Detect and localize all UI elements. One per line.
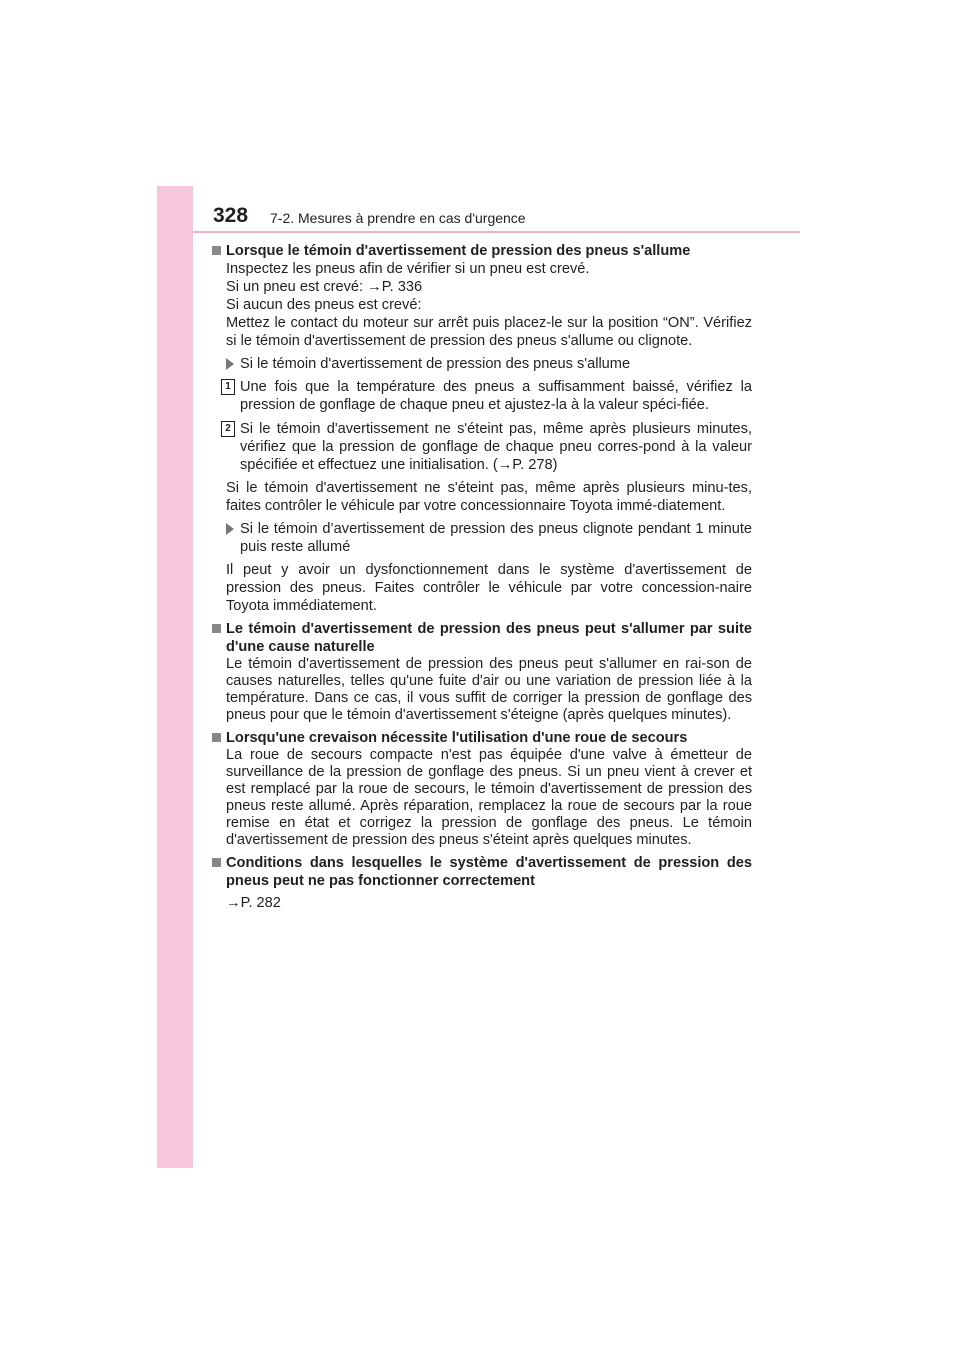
paragraph: La roue de secours compacte n'est pas équipée d'une valve à émetteur de surveillance de la pression de gonflage des pneus. Si un pneu vient à crever et est remplacé par la roue de secours, le témoin d'avertissement de pression des pneus reste allumé. Après réparation, remplacez la roue de secours par la roue remise en état et corrigez la pression de gonflage des pneus. Le témoin d'avertissement de pression des pneus s'éteint après quelques minutes.: [226, 747, 752, 848]
step-item: 1 Une fois que la température des pneus a suffisamment baissé, vérifiez la pression de gonflage de chaque pneu et ajustez-la à la valeur spéci-fiée.: [212, 378, 752, 414]
square-bullet-icon: [212, 624, 221, 633]
page-content: [212, 242, 752, 912]
chapter-sidebar-tab: [157, 186, 193, 1168]
square-bullet-icon: [212, 733, 221, 742]
step-item: 2 Si le témoin d'avertissement ne s'éteint pas, même après plusieurs minutes, vérifiez que la pression de gonflage de chaque pneu corres-pond à la valeur spécifiée et effectuez une initialisation. (→P. 278): [212, 420, 752, 474]
triangle-bullet-icon: [226, 523, 234, 535]
paragraph: Si aucun des pneus est crevé:: [226, 297, 422, 313]
step-number-badge: 1: [221, 379, 235, 395]
square-bullet-icon: [212, 858, 221, 867]
paragraph: Le témoin d'avertissement de pression des pneus peut s'allumer en rai-son de causes naturelles, telles qu'une fuite d'air ou une variation de pression liée à la température. Dans ce cas, il vous suffit de corriger la pression de gonflage des pneus pour que le témoin d'avertissement s'éteigne (après quelques minutes).: [226, 656, 752, 723]
section-heading: Lorsque le témoin d'avertissement de pression des pneus s'allume: [212, 242, 752, 260]
header-divider: [193, 231, 800, 233]
paragraph: Mettez le contact du moteur sur arrêt puis placez-le sur la position “ON”. Vérifiez si le témoin d'avertissement de pression des pneus s'allume ou clignote.: [226, 315, 752, 349]
page-number: 328: [213, 204, 249, 227]
section-heading: Conditions dans lesquelles le système d'avertissement de pression des pneus peut ne pas fonctionner correctement: [212, 854, 752, 890]
paragraph: Si le témoin d'avertissement ne s'éteint pas, même après plusieurs minu-tes, faites contrôler le véhicule par votre concessionnaire Toyota immé-diatement.: [226, 480, 752, 514]
sub-heading: Si le témoin d'avertissement de pression des pneus s'allume: [212, 355, 752, 373]
section-heading: Lorsqu'une crevaison nécessite l'utilisation d'une roue de secours: [212, 729, 752, 747]
paragraph: Inspectez les pneus afin de vérifier si un pneu est crevé.: [226, 261, 590, 277]
square-bullet-icon: [212, 246, 221, 255]
sub-heading: Si le témoin d’avertissement de pression des pneus clignote pendant 1 minute puis reste allumé: [212, 520, 752, 556]
paragraph: Si un pneu est crevé: →P. 336: [226, 279, 423, 295]
section-heading: Le témoin d'avertissement de pression des pneus peut s'allumer par suite d'une cause naturelle: [212, 620, 752, 656]
page-header: [193, 186, 800, 234]
step-number-badge: 2: [221, 421, 235, 437]
paragraph: Il peut y avoir un dysfonctionnement dans le système d'avertissement de pression des pneus. Faites contrôler le véhicule par votre concession-naire Toyota immédiatement.: [226, 562, 752, 614]
triangle-bullet-icon: [226, 358, 234, 370]
chapter-title: 7-2. Mesures à prendre en cas d'urgence: [270, 210, 526, 226]
page-reference: →P. 282: [226, 895, 281, 911]
